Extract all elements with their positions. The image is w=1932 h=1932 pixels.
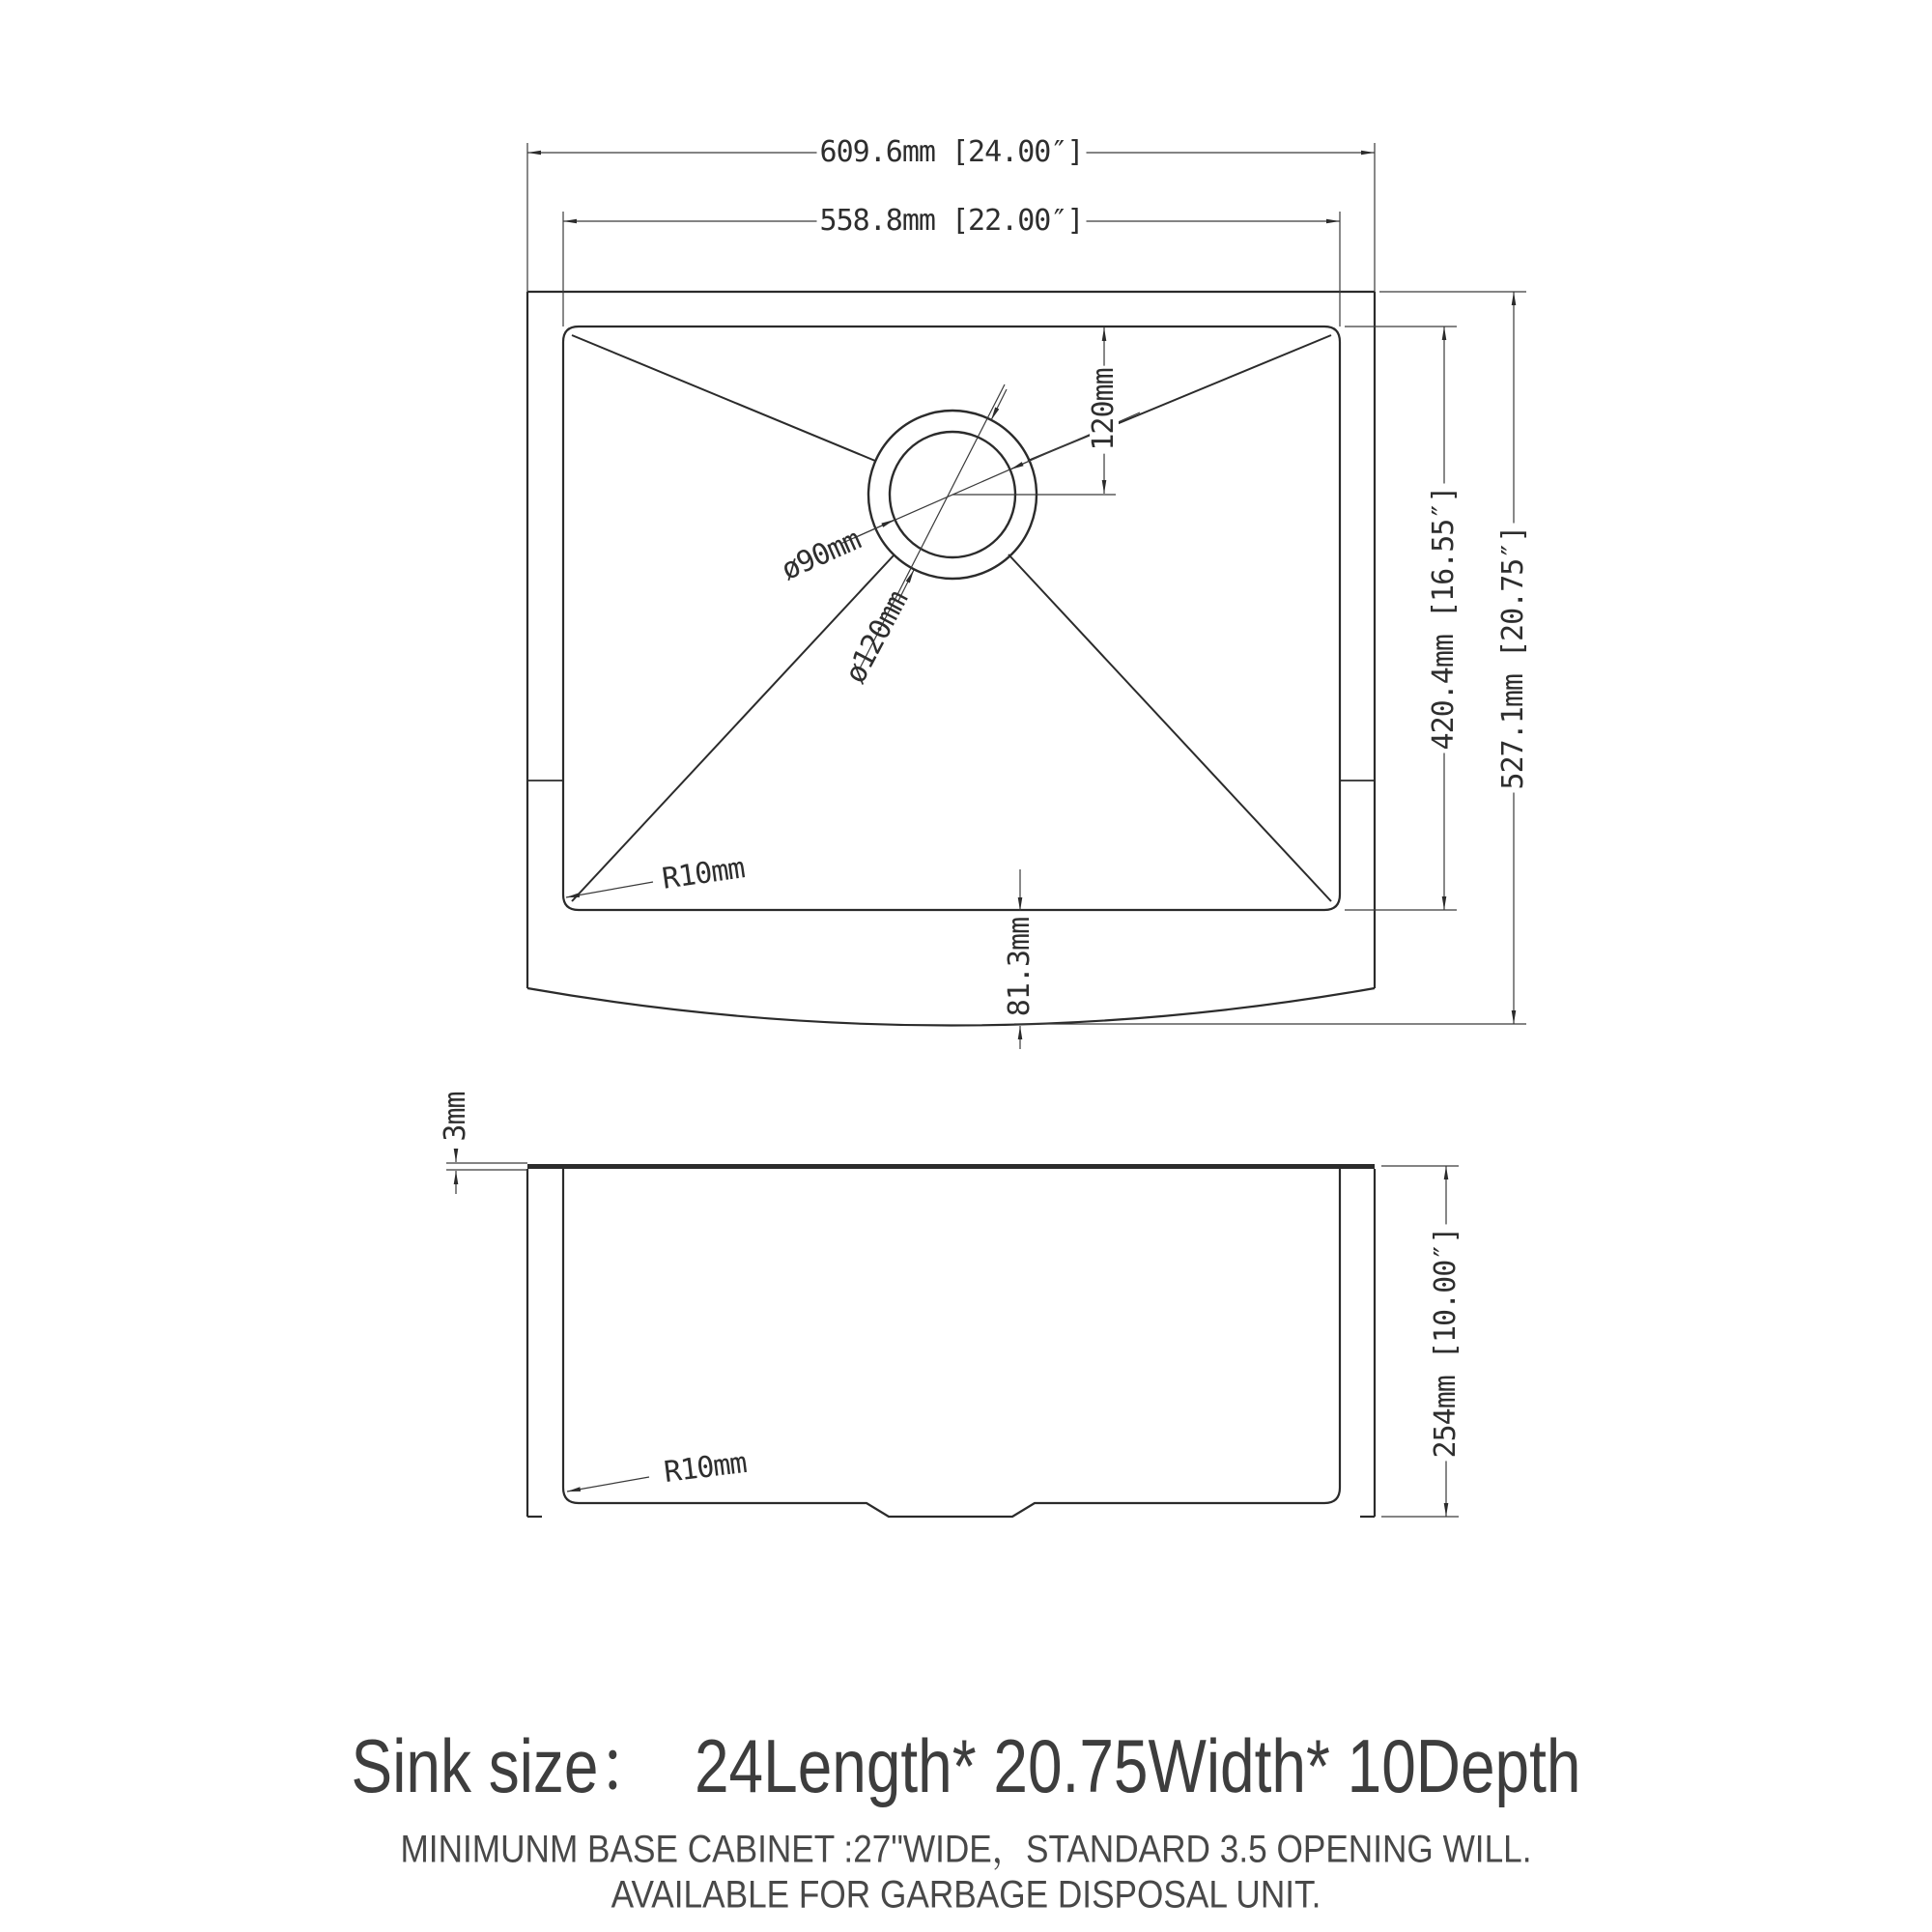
dim-rim-thickness-label: 3mm: [439, 1092, 472, 1142]
dim-drain-outer-diameter-label: ø120mm: [838, 585, 916, 690]
note-garbage-disposal: AVAILABLE FOR GARBAGE DISPOSAL UNIT.: [611, 1873, 1321, 1917]
dim-overall-width-label: 609.6mm [24.00″]: [817, 138, 1087, 167]
side-view-drawing: [527, 1167, 1375, 1518]
top-view-drawing: [527, 292, 1375, 1026]
dim-depth-label: 254mm [10.00″]: [1432, 1225, 1461, 1462]
dim-drain-offset-label: 120mm: [1090, 365, 1119, 453]
dim-corner-radius-top-label: R10mm: [660, 851, 747, 896]
dim-corner-radius-side-label: R10mm: [662, 1445, 749, 1491]
note-base-cabinet: MINIMUNM BASE CABINET :27"WIDE，STANDARD 3.5 OPENING WILL.: [400, 1828, 1532, 1871]
side-view-dimensions: [446, 1150, 1459, 1517]
dim-inner-width-label: 558.8mm [22.00″]: [817, 207, 1087, 236]
dim-overall-height-label: 527.1mm [20.75″]: [1499, 524, 1528, 793]
dim-apron-depth-label: 81.3mm: [1003, 917, 1037, 1017]
dim-inner-height-label: 420.4mm [16.55″]: [1430, 484, 1459, 753]
dim-drain-inner-diameter-label: ø90mm: [776, 523, 866, 587]
top-view-dimensions: [527, 143, 1526, 1049]
sink-size-title: Sink size： 24Length* 20.75Width* 10Depth: [351, 1723, 1581, 1808]
